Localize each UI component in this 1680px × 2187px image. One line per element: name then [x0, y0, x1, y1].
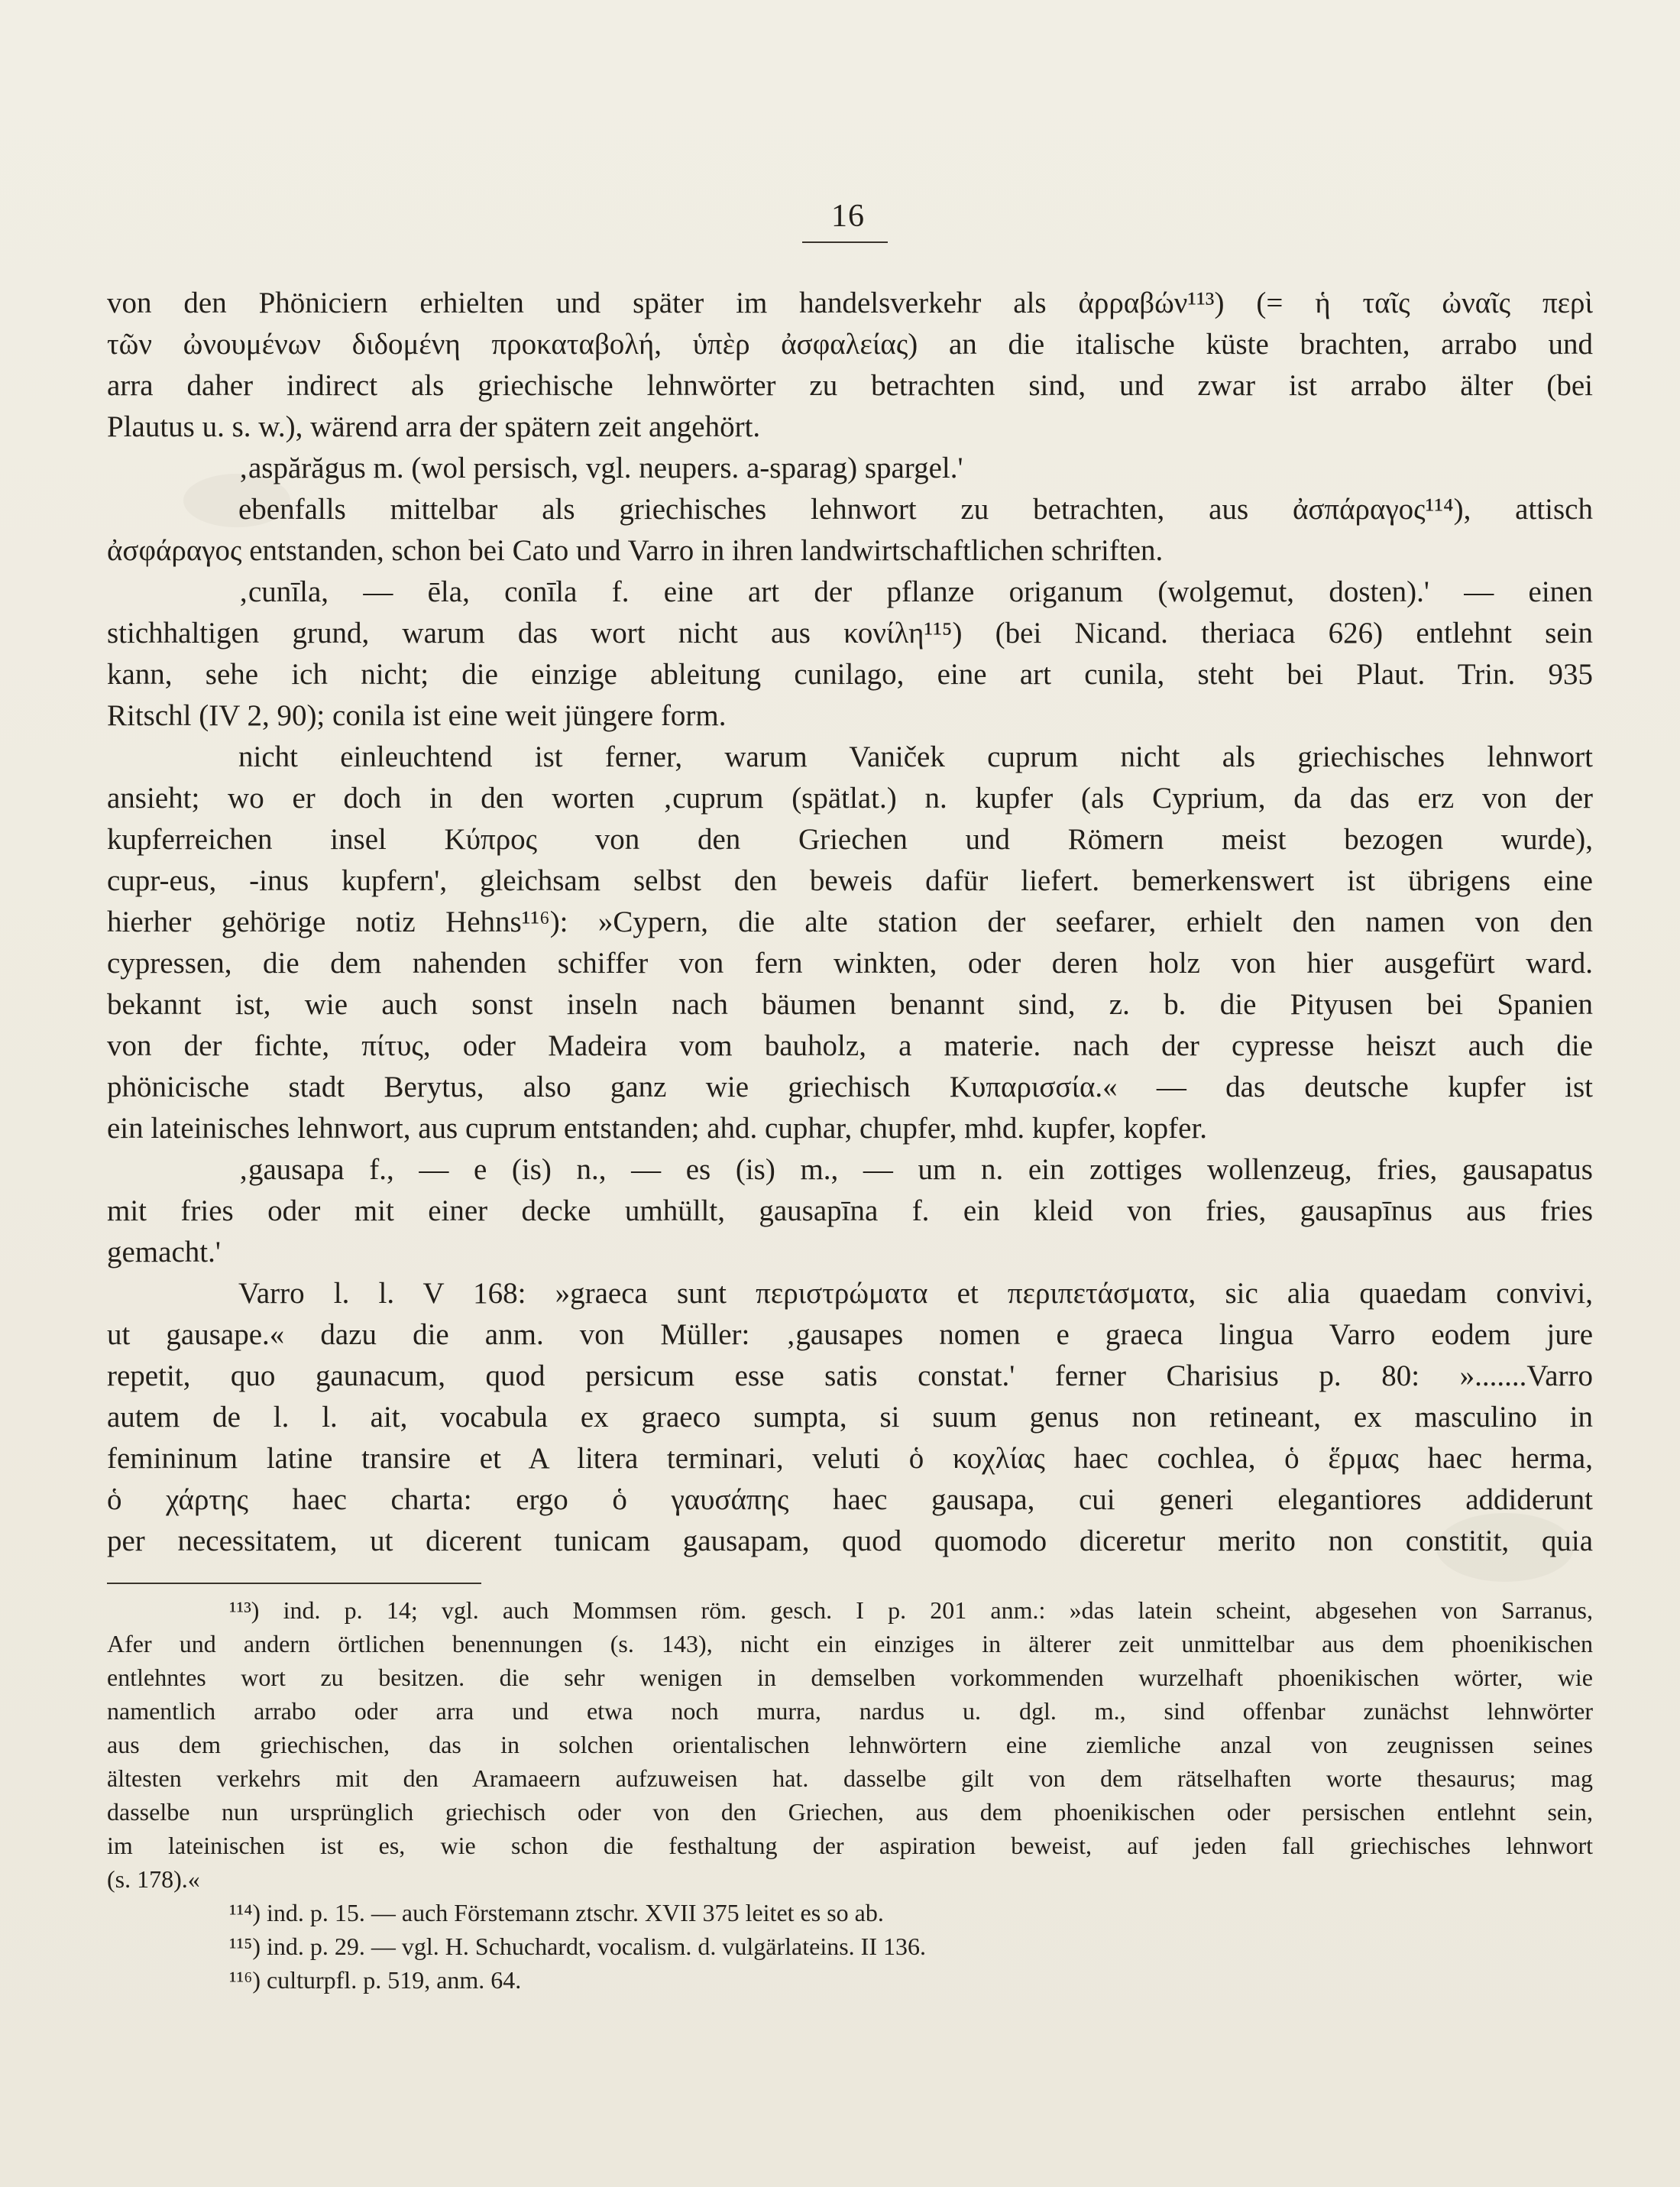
- text-line: arra daher indirect als griechische lehnwörter zu betrachten sind, und zwar ist arrabo älter (bei: [107, 369, 1593, 402]
- footnote-line: Afer und andern örtlichen benennungen (s. 143), nicht ein einziges in älterer zeit unmittelbar aus dem phoenikischen: [107, 1630, 1593, 1657]
- footnote-line: aus dem griechischen, das in solchen orientalischen lehnwörtern eine ziemliche anzal von zeugnissen seines: [107, 1731, 1593, 1758]
- text-line: Plautus u. s. w.), wärend arra der spätern zeit angehört.: [107, 410, 761, 443]
- footnote-separator: [107, 1583, 481, 1584]
- text-line: repetit, quo gaunacum, quod persicum esse satis constat.' ferner Charisius p. 80: ».......Varro: [107, 1359, 1593, 1392]
- footnote-line: im lateinischen ist es, wie schon die festhaltung der aspiration beweist, auf jeden fall griechisches lehnwort: [107, 1832, 1593, 1859]
- text-line: ὁ χάρτης haec charta: ergo ὁ γαυσάπης haec gausapa, cui generi elegantiores addiderunt: [107, 1483, 1593, 1516]
- footnote-line: ältesten verkehrs mit den Aramaeern aufzuweisen hat. dasselbe gilt von dem rätselhaften worte thesaurus; mag: [107, 1764, 1593, 1792]
- text-line: ut gausape.« dazu die anm. von Müller: ‚gausapes nomen e graeca lingua Varro eodem jure: [107, 1318, 1593, 1351]
- text-line: femininum latine transire et A litera terminari, veluti ὁ κοχλίας haec cochlea, ὁ ἕρμας haec herma,: [107, 1442, 1593, 1475]
- text-line: gemacht.': [107, 1236, 221, 1268]
- text-line: ‚gausapa f., — e (is) n., — es (is) m., — um n. ein zottiges wollenzeug, fries, gausapatus: [238, 1153, 1593, 1186]
- main-text-block: [107, 283, 1593, 1562]
- text-line: τῶν ὠνουμένων διδομένη προκαταβολή, ὑπὲρ ἀσφαλείας) an die italische küste brachten, arrabo und: [107, 328, 1593, 361]
- text-line: ebenfalls mittelbar als griechisches lehnwort zu betrachten, aus ἀσπάραγος¹¹⁴), attisch: [238, 493, 1593, 526]
- footnote-line: ¹¹³) ind. p. 14; vgl. auch Mommsen röm. gesch. I p. 201 anm.: »das latein scheint, abgesehen von Sarranus,: [229, 1596, 1593, 1624]
- text-line: nicht einleuchtend ist ferner, warum Vaniček cuprum nicht als griechisches lehnwort: [238, 740, 1593, 773]
- text-line: per necessitatem, ut dicerent tunicam gausapam, quod quomodo diceretur merito non constitit, quia: [107, 1524, 1593, 1557]
- footnote-line: ¹¹⁵) ind. p. 29. — vgl. H. Schuchardt, vocalism. d. vulgärlateins. II 136.: [229, 1933, 926, 1960]
- text-line: von den Phöniciern erhielten und später im handelsverkehr als ἀρραβών¹¹³) (= ἡ ταῖς ὠναῖς περὶ: [107, 287, 1593, 319]
- text-line: hierher gehörige notiz Hehns¹¹⁶): »Cypern, die alte station der seefarer, erhielt den namen von den: [107, 906, 1593, 938]
- text-line: Varro l. l. V 168: »graeca sunt περιστρώματα et περιπετάσματα, sic alia quaedam convivi,: [238, 1277, 1593, 1310]
- text-line: mit fries oder mit einer decke umhüllt, gausapīna f. ein kleid von fries, gausapīnus aus fries: [107, 1194, 1593, 1227]
- text-line: bekannt ist, wie auch sonst inseln nach bäumen benannt sind, z. b. die Pityusen bei Spanien: [107, 988, 1593, 1021]
- text-line: stichhaltigen grund, warum das wort nicht aus κονίλη¹¹⁵) (bei Nicand. theriaca 626) entlehnt sein: [107, 617, 1593, 650]
- text-line: Ritschl (IV 2, 90); conila ist eine weit jüngere form.: [107, 699, 727, 732]
- footnote-line: entlehntes wort zu besitzen. die sehr wenigen in demselben vorkommenden wurzelhaft phoenikischen wörter, wie: [107, 1664, 1593, 1691]
- footnote-line: (s. 178).«: [107, 1865, 200, 1893]
- footnote-line: namentlich arrabo oder arra und etwa noch murra, nardus u. dgl. m., sind offenbar zunächst lehnwörter: [107, 1697, 1593, 1725]
- text-line: autem de l. l. ait, vocabula ex graeco sumpta, si suum genus non retineant, ex masculino in: [107, 1401, 1593, 1434]
- text-line: ansieht; wo er doch in den worten ‚cuprum (spätlat.) n. kupfer (als Cyprium, da das erz von der: [107, 782, 1593, 815]
- text-line: cypressen, die dem nahenden schiffer von fern winkten, oder deren holz von hier ausgefürt ward.: [107, 947, 1593, 980]
- page-number-underline: [802, 241, 888, 243]
- text-line: von der fichte, πίτυς, oder Madeira vom bauholz, a materie. nach der cypresse heiszt auch die: [107, 1029, 1593, 1062]
- footnotes-block: [107, 1593, 1593, 1997]
- footnote-line: dasselbe nun ursprünglich griechisch oder von den Griechen, aus dem phoenikischen oder persischen entlehnt sein,: [107, 1798, 1593, 1826]
- text-line: ein lateinisches lehnwort, aus cuprum entstanden; ahd. cuphar, chupfer, mhd. kupfer, kopfer.: [107, 1112, 1208, 1145]
- footnote-line: ¹¹⁶) culturpfl. p. 519, anm. 64.: [229, 1966, 522, 1994]
- text-line: cupr-eus, -inus kupfern', gleichsam selbst den beweis dafür liefert. bemerkenswert ist übrigens eine: [107, 864, 1593, 897]
- page-number: 16: [831, 199, 865, 234]
- text-line: kupferreichen insel Κύπρος von den Griechen und Römern meist bezogen wurde),: [107, 823, 1593, 856]
- text-line: phönicische stadt Berytus, also ganz wie griechisch Κυπαρισσία.« — das deutsche kupfer ist: [107, 1071, 1593, 1103]
- text-line: ‚aspărăgus m. (wol persisch, vgl. neupers. a-sparag) spargel.': [238, 452, 963, 484]
- text-line: ἀσφάραγος entstanden, schon bei Cato und Varro in ihren landwirtschaftlichen schriften.: [107, 534, 1164, 567]
- text-line: ‚cunīla, — ēla, conīla f. eine art der pflanze origanum (wolgemut, dosten).' — einen: [238, 575, 1593, 608]
- footnote-line: ¹¹⁴) ind. p. 15. — auch Förstemann ztschr. XVII 375 leitet es so ab.: [229, 1899, 884, 1926]
- text-line: kann, sehe ich nicht; die einzige ableitung cunilago, eine art cunila, steht bei Plaut. Trin. 935: [107, 658, 1593, 691]
